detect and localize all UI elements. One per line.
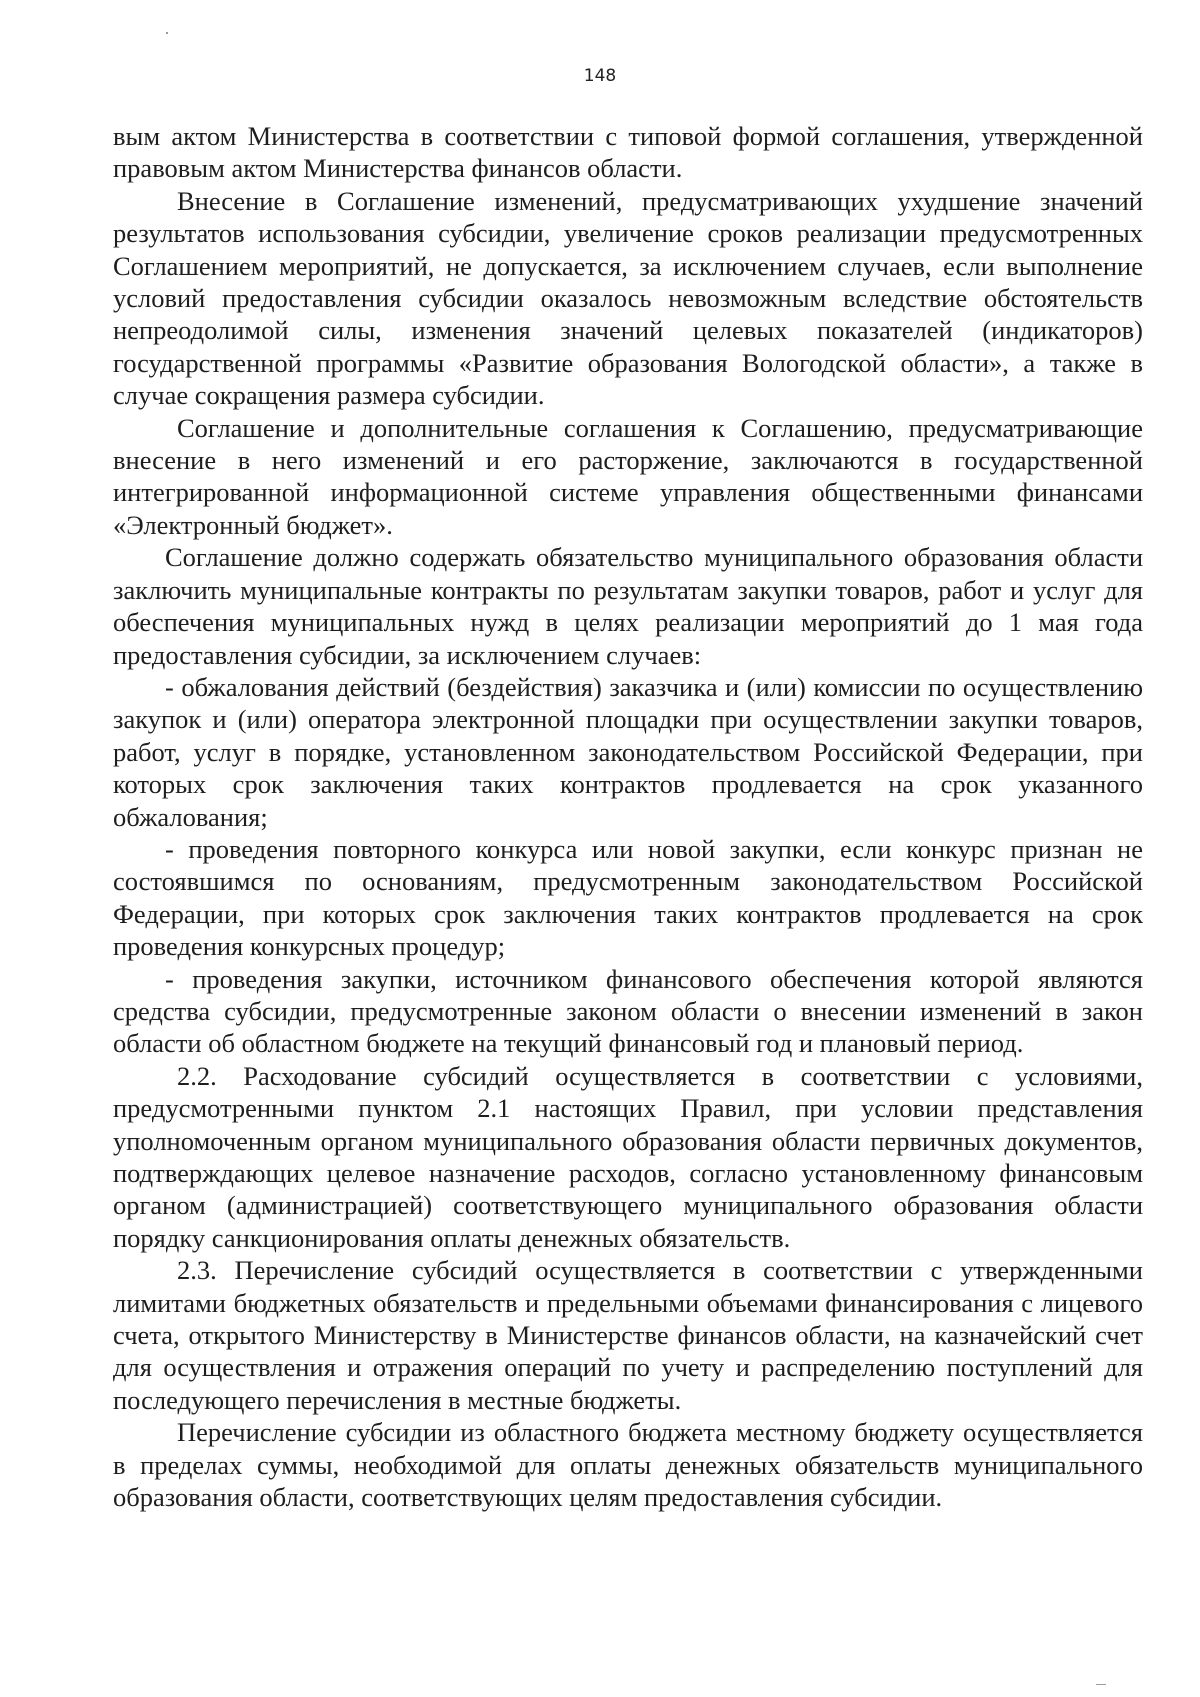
page-number: 148 bbox=[583, 66, 617, 86]
paragraph-electronic-budget: Соглашение и дополнительные соглашения к Соглашению, предусматривающие внесение в него изменений и его расторжение, заключаются в государственной интегрированной информационной системе управления общественными финансами «Электронный бюджет». bbox=[113, 412, 1143, 540]
list-item-repeat-tender: - проведения повторного конкурса или новой закупки, если конкурс признан не состоявшимся по основаниям, предусмотренным законодательством Российской Федерации, при которых срок заключения таких контрактов продлевается на срок проведения конкурсных процедур; bbox=[113, 833, 1143, 962]
list-item-appeal: - обжалования действий (бездействия) заказчика и (или) комиссии по осуществлению закупок и (или) оператора электронной площадки при осуществлении закупки товаров, работ, услуг в порядке, установленном законодательством Российской Федерации, при которых срок заключения таких контрактов продлевается на срок указанного обжалования; bbox=[113, 671, 1143, 832]
list-item-procurement: - проведения закупки, источником финансового обеспечения которой являются средства субсидии, предусмотренные законом области о внесении изменений в закон области об областном бюджете на текущий финансовый год и плановый период. bbox=[113, 963, 1143, 1059]
paragraph-transfer: Перечисление субсидии из областного бюджета местному бюджету осуществляется в пределах суммы, необходимой для оплаты денежных обязательств муниципального образования области, соответствующих целям предоставления субсидии. bbox=[113, 1417, 1143, 1513]
paragraph-continuation: вым актом Министерства в соответствии с типовой формой соглашения, утвержденной правовым актом Министерства финансов области. bbox=[113, 121, 1143, 184]
paragraph-contract-obligation: Соглашение должно содержать обязательство муниципального образования области заключить муниципальные контракты по результатам закупки товаров, работ и услуг для обеспечения муниципальных нужд в целях реализации мероприятий до 1 мая года предоставления субсидии, за исключением случаев: bbox=[113, 542, 1143, 670]
paragraph-agreement-changes: Внесение в Соглашение изменений, предусматривающих ухудшение значений результатов использования субсидии, увеличение сроков реализации предусмотренных Соглашением мероприятий, не допускается, за исключением случаев, если выполнение условий предоставления субсидии оказалось невозможным вследствие обстоятельств непреодолимой силы, изменения значений целевых показателей (индикаторов) государственной программы «Развитие образования Вологодской области», а также в случае сокращения размера субсидии. bbox=[113, 185, 1143, 411]
scan-speck bbox=[166, 32, 168, 34]
scan-speck bbox=[1096, 1684, 1106, 1685]
paragraph-section-2-3: 2.3. Перечисление субсидий осуществляется в соответствии с утвержденными лимитами бюджетных обязательств и предельными объемами финансирования с лицевого счета, открытого Министерству в Министерстве финансов области, на казначейский счет для осуществления и отражения операций по учету и распределению поступлений для последующего перечисления в местные бюджеты. bbox=[113, 1255, 1143, 1415]
paragraph-section-2-2: 2.2. Расходование субсидий осуществляется в соответствии с условиями, предусмотренными пунктом 2.1 настоящих Правил, при условии представления уполномоченным органом муниципального образования области первичных документов, подтверждающих целевое назначение расходов, согласно установленному финансовым органом (администрацией) соответствующего муниципального образования области порядку санкционирования оплаты денежных обязательств. bbox=[113, 1060, 1143, 1253]
document-body bbox=[113, 120, 1143, 1513]
